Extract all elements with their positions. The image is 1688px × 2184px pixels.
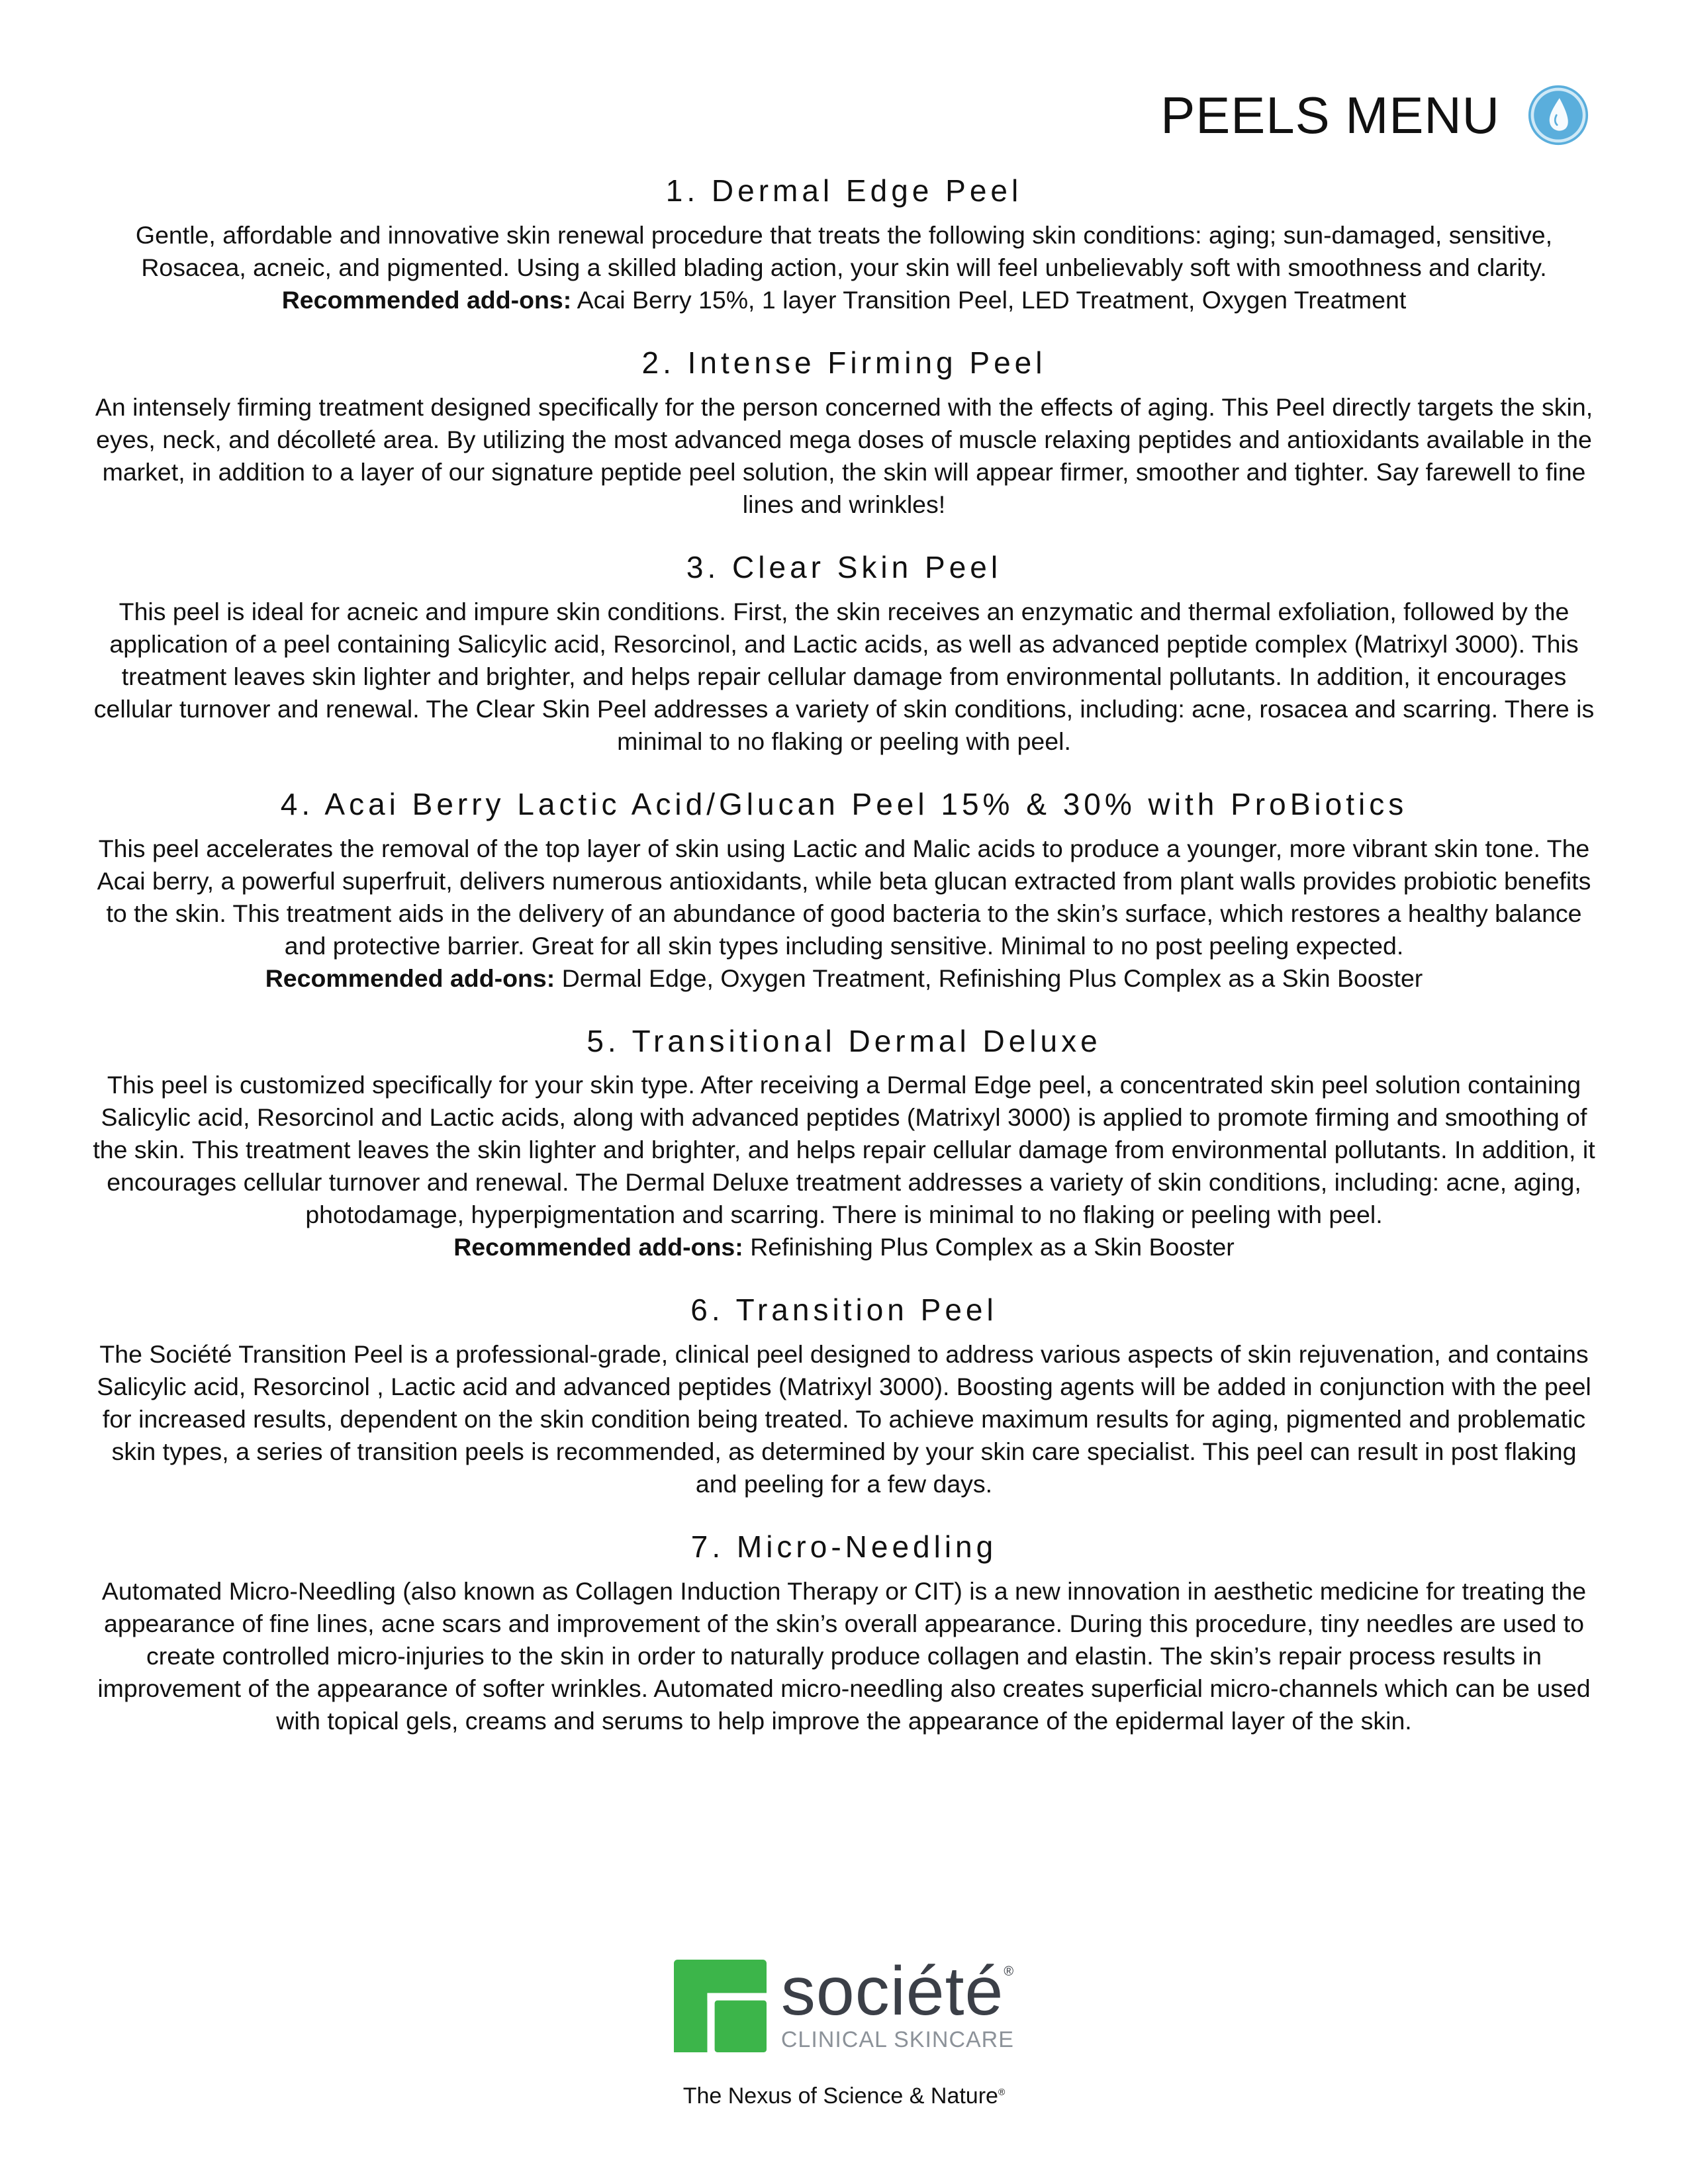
peel-section-transitional-dermal-deluxe xyxy=(93,1024,1595,1264)
addons-list: Refinishing Plus Complex as a Skin Booster xyxy=(750,1233,1235,1261)
peel-section-acai-berry xyxy=(93,787,1595,995)
peel-section-clear-skin xyxy=(93,550,1595,758)
addons-label: Recommended add-ons: xyxy=(453,1233,743,1261)
brand-name: société xyxy=(780,1953,1004,2030)
section-description: The Société Transition Peel is a professional-grade, clinical peel designed to address various aspects of skin rejuvenation, and contains Salicylic acid, Resorcinol , Lactic acid and advanced peptides (Matrixyl 3000). Boosting agents will be added in conjunction with the peel for increased results, dependent on the skin condition being treated. To achieve maximum results for aging, pigmented and problematic skin types, a series of transition peels is recommended, as determined by your skin care specialist. This peel can result in post flaking and peeling for a few days. xyxy=(97,1340,1591,1498)
peel-section-dermal-edge xyxy=(93,173,1595,316)
addons-list: Dermal Edge, Oxygen Treatment, Refinishing Plus Complex as a Skin Booster xyxy=(561,964,1423,992)
section-title: 6. Transition Peel xyxy=(690,1293,998,1328)
water-drop-icon xyxy=(1528,85,1589,146)
brand-subtitle: CLINICAL SKINCARE xyxy=(780,2026,1014,2052)
section-title: 2. Intense Firming Peel xyxy=(641,345,1047,380)
recommended-addons xyxy=(93,284,1595,316)
peel-section-transition xyxy=(93,1293,1595,1500)
section-description: Gentle, affordable and innovative skin renewal procedure that treats the following skin conditions: aging; sun-damaged, sensitive, Rosacea, acneic, and pigmented. Using a skilled blading action, your skin will feel unbelievably soft with smoothness and clarity. xyxy=(135,220,1553,281)
section-title: 4. Acai Berry Lactic Acid/Glucan Peel 15% & 30% with ProBiotics xyxy=(280,786,1408,821)
page-title: PEELS MENU xyxy=(1160,86,1500,144)
brand-tagline: The Nexus of Science & Nature xyxy=(682,2083,998,2109)
peels-menu-content xyxy=(93,173,1595,1766)
section-title: 5. Transitional Dermal Deluxe xyxy=(586,1023,1102,1058)
societe-logo-mark-icon xyxy=(674,1960,767,2052)
section-title: 3. Clear Skin Peel xyxy=(686,549,1002,584)
section-description: This peel accelerates the removal of the top layer of skin using Lactic and Malic acids to produce a younger, more vibrant skin tone. The Acai berry, a powerful superfruit, delivers numerous antioxidants, while beta glucan extracted from plant walls provides probiotic benefits to the skin. This treatment aids in the delivery of an abundance of good bacteria to the skin’s surface, which restores a healthy balance and protective barrier. Great for all skin types including sensitive. Minimal to no post peeling expected. xyxy=(97,834,1591,960)
recommended-addons xyxy=(93,1231,1595,1263)
section-title: 1. Dermal Edge Peel xyxy=(665,173,1023,208)
section-description: An intensely firming treatment designed specifically for the person concerned with the effects of aging. This Peel directly targets the skin, eyes, neck, and décolleté area. By utilizing the most advanced mega doses of muscle relaxing peptides and antioxidants available in the market, in addition to a layer of our signature peptide peel solution, the skin will appear firmer, smoother and tighter. Say farewell to fine lines and wrinkles! xyxy=(95,392,1593,518)
recommended-addons xyxy=(93,962,1595,995)
section-title: 7. Micro-Needling xyxy=(690,1529,998,1565)
addons-label: Recommended add-ons: xyxy=(265,964,555,992)
addons-list: Acai Berry 15%, 1 layer Transition Peel, LED Treatment, Oxygen Treatment xyxy=(577,285,1407,314)
page-footer: société® CLINICAL SKINCARE The Nexus of Science & Nature® xyxy=(0,1959,1688,2109)
peel-section-micro-needling xyxy=(93,1529,1595,1737)
page-header xyxy=(1160,85,1589,146)
brand-logo: société® CLINICAL SKINCARE xyxy=(674,1959,1014,2053)
peel-section-intense-firming xyxy=(93,345,1595,521)
section-description: This peel is customized specifically for your skin type. After receiving a Dermal Edge peel, a concentrated skin peel solution containing Salicylic acid, Resorcinol and Lactic acids, along with advanced peptides (Matrixyl 3000) is applied to promote firming and smoothing of the skin. This treatment leaves the skin lighter and brighter, and helps repair cellular damage from environmental pollutants. In addition, it encourages cellular turnover and renewal. The Dermal Deluxe treatment addresses a variety of skin conditions, including: acne, aging, photodamage, hyperpigmentation and scarring. There is minimal to no flaking or peeling with peel. xyxy=(93,1071,1595,1229)
section-description: Automated Micro-Needling (also known as Collagen Induction Therapy or CIT) is a new innovation in aesthetic medicine for treating the appearance of fine lines, acne scars and improvement of the skin’s overall appearance. During this procedure, tiny needles are used to create controlled micro-injuries to the skin in order to naturally produce collagen and elastin. The skin’s repair process results in improvement of the appearance of softer wrinkles. Automated micro-needling also creates superficial micro-channels which can be used with topical gels, creams and serums to help improve the appearance of the epidermal layer of the skin. xyxy=(97,1577,1591,1735)
addons-label: Recommended add-ons: xyxy=(281,285,572,314)
section-description: This peel is ideal for acneic and impure skin conditions. First, the skin receives an enzymatic and thermal exfoliation, followed by the application of a peel containing Salicylic acid, Resorcinol, and Lactic acids, as well as advanced peptide complex (Matrixyl 3000). This treatment leaves skin lighter and brighter, and helps repair cellular damage from environmental pollutants. In addition, it encourages cellular turnover and renewal. The Clear Skin Peel addresses a variety of skin conditions, including: acne, rosacea and scarring. There is minimal to no flaking or peeling with peel. xyxy=(93,597,1595,755)
